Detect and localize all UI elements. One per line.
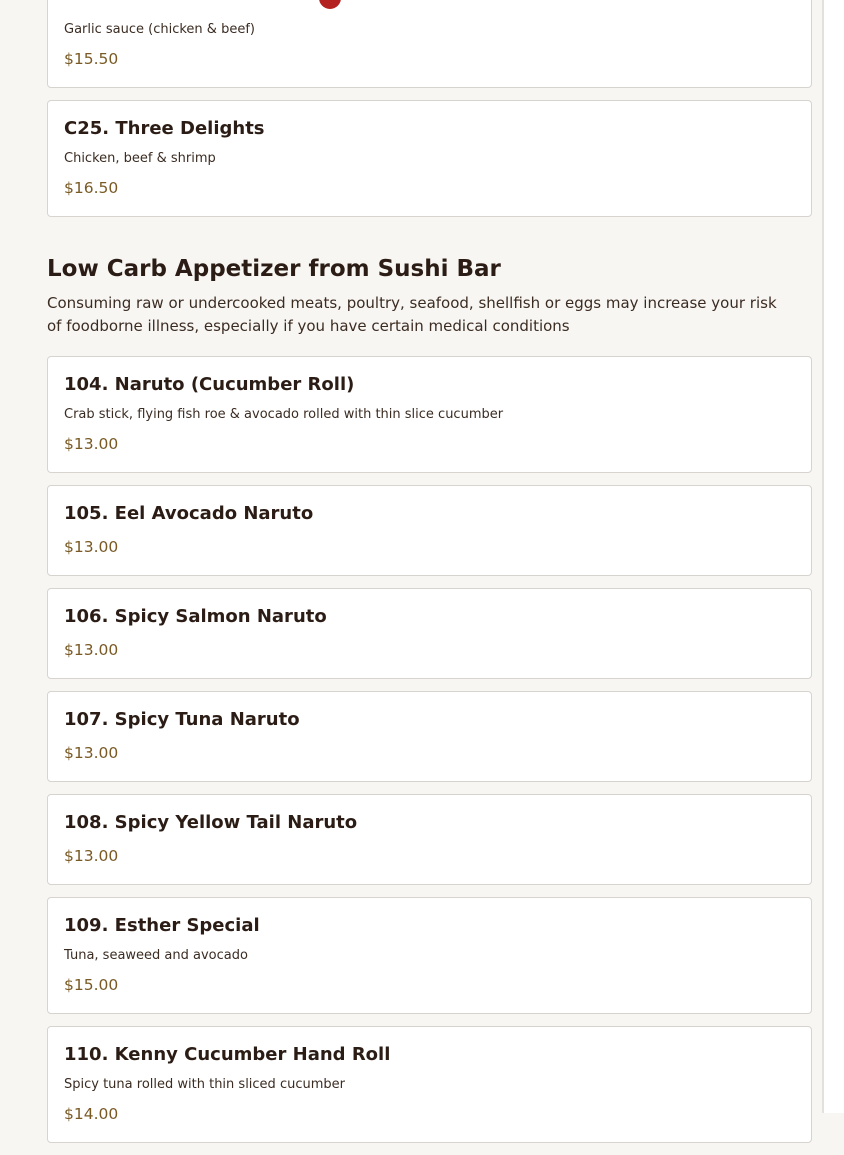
menu-item-card[interactable]	[47, 691, 812, 782]
menu-item-title: 109. Esther Special	[64, 915, 260, 936]
section-title: Low Carb Appetizer from Sushi Bar	[47, 256, 501, 282]
menu-item-description: Chicken, beef & shrimp	[64, 151, 216, 166]
menu-item-price: $13.00	[64, 641, 119, 659]
menu-item-description: Crab stick, flying fish roe & avocado rolled with thin slice cucumber	[64, 407, 504, 422]
menu-item-price: $13.00	[64, 744, 119, 762]
menu-item-title: 110. Kenny Cucumber Hand Roll	[64, 1044, 391, 1065]
menu-item-price: $15.50	[64, 50, 119, 68]
menu-item-card[interactable]	[47, 897, 812, 1014]
menu-item-title: 107. Spicy Tuna Naruto	[64, 709, 300, 730]
menu-section-header	[47, 255, 812, 338]
menu-item-description: Garlic sauce (chicken & beef)	[64, 22, 255, 37]
menu-item-price: $13.00	[64, 435, 119, 453]
menu-item-title-row	[64, 0, 795, 11]
page-edge-shade	[824, 0, 844, 1113]
menu-item-card[interactable]	[47, 794, 812, 885]
menu-item-card[interactable]	[47, 485, 812, 576]
menu-item-title: 106. Spicy Salmon Naruto	[64, 606, 327, 627]
menu-item-title: 105. Eel Avocado Naruto	[64, 503, 314, 524]
chili-pepper-icon	[319, 0, 341, 9]
menu-item-title: 108. Spicy Yellow Tail Naruto	[64, 812, 358, 833]
menu-list	[47, 0, 812, 1155]
menu-item-price: $14.00	[64, 1105, 119, 1123]
menu-item-card[interactable]	[47, 100, 812, 217]
menu-item-title: C25. Three Delights	[64, 118, 265, 139]
menu-item-description: Spicy tuna rolled with thin sliced cucumber	[64, 1077, 345, 1092]
menu-item-price: $15.00	[64, 976, 119, 994]
menu-item-title: 104. Naruto (Cucumber Roll)	[64, 374, 355, 395]
section-advisory-note: Consuming raw or undercooked meats, poultry, seafood, shellfish or eggs may increase your risk of foodborne illness, especially if you have certain medical conditions	[47, 294, 777, 335]
menu-item-price: $13.00	[64, 847, 119, 865]
menu-item-card[interactable]	[47, 0, 812, 88]
menu-item-price: $16.50	[64, 179, 119, 197]
menu-item-price: $13.00	[64, 538, 119, 556]
menu-item-card[interactable]	[47, 588, 812, 679]
menu-item-card[interactable]	[47, 1026, 812, 1143]
menu-item-description: Tuna, seaweed and avocado	[64, 948, 248, 963]
menu-item-card[interactable]	[47, 356, 812, 473]
